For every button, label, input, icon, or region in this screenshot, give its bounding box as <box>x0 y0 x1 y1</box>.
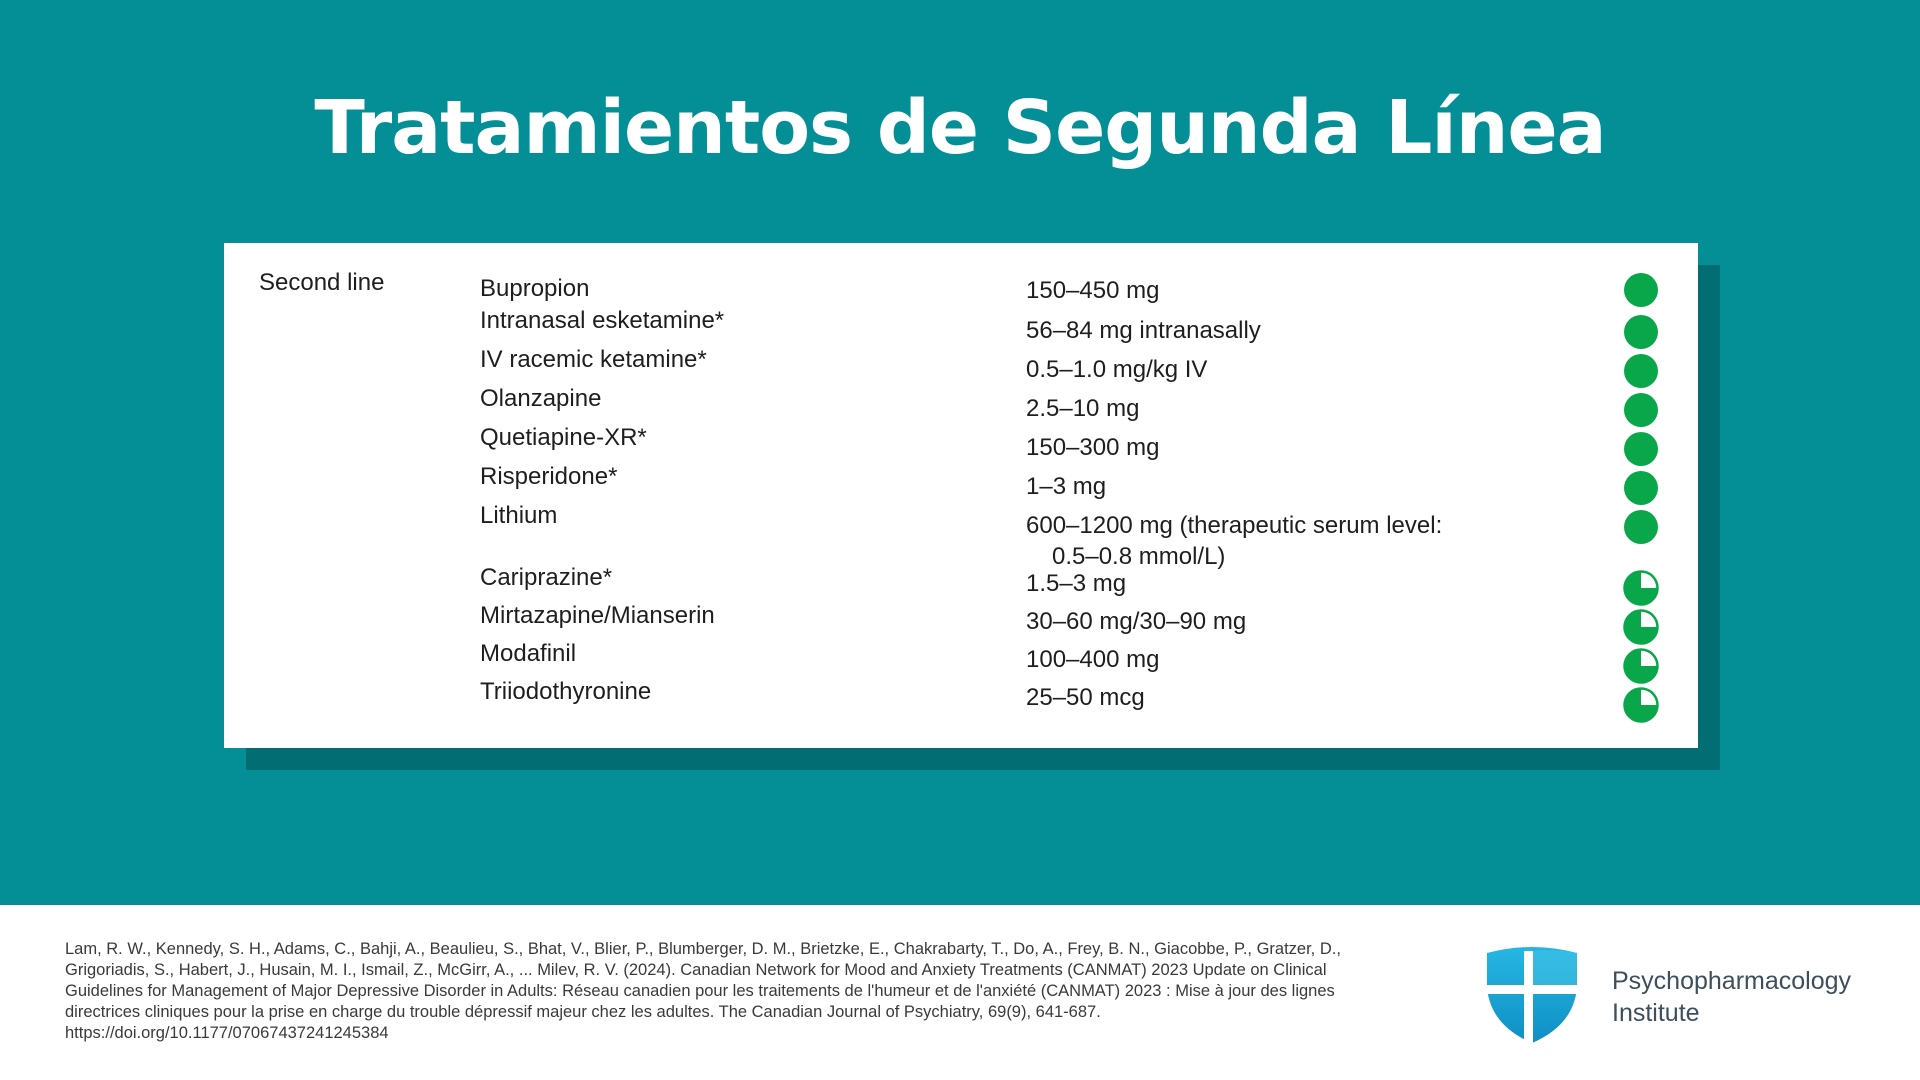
drug-name: Intranasal esketamine* <box>480 307 725 334</box>
three-quarter-evidence-circle-icon <box>1622 686 1660 724</box>
table-row <box>224 564 1698 602</box>
drug-name: IV racemic ketamine* <box>480 346 707 373</box>
table-row <box>224 385 1698 423</box>
shield-cross-icon <box>1484 947 1580 1045</box>
logo-text <box>1612 965 1851 1029</box>
table-row <box>224 463 1698 501</box>
drug-dose <box>1026 432 1466 463</box>
dose-line: 100–400 mg <box>1026 646 1160 673</box>
drug-dose <box>1026 568 1466 599</box>
drug-dose <box>1026 471 1466 502</box>
slide-title: Tratamientos de Segunda Línea <box>314 85 1606 171</box>
drug-dose <box>1026 644 1466 675</box>
drug-name: Bupropion <box>480 275 590 302</box>
full-evidence-circle-icon <box>1622 508 1660 546</box>
dose-line: 2.5–10 mg <box>1026 395 1140 422</box>
drug-name: Lithium <box>480 502 558 529</box>
table-row <box>224 502 1698 570</box>
drug-dose <box>1026 606 1466 637</box>
dose-line: 1–3 mg <box>1026 473 1107 500</box>
section-label: Second line <box>259 269 385 296</box>
drug-name: Cariprazine* <box>480 564 613 591</box>
drug-name: Modafinil <box>480 640 577 667</box>
drug-dose <box>1026 510 1466 572</box>
table-row <box>224 346 1698 384</box>
logo-line-1: Psychopharmacology <box>1612 967 1852 995</box>
dose-line: 600–1200 mg (therapeutic serum level: <box>1026 512 1443 539</box>
drug-name: Olanzapine <box>480 385 602 412</box>
table-row <box>224 424 1698 462</box>
full-evidence-circle-icon <box>1622 271 1660 309</box>
dose-line: 30–60 mg/30–90 mg <box>1026 608 1247 635</box>
drug-name: Quetiapine-XR* <box>480 424 647 451</box>
treatment-table <box>224 243 1698 748</box>
table-row <box>224 640 1698 678</box>
drug-dose <box>1026 315 1466 346</box>
citation-text: Lam, R. W., Kennedy, S. H., Adams, C., Bahji, A., Beaulieu, S., Bhat, V., Blier, P., Blumberger, D. M., Brietzke, E., Chakrabarty, T., Do, A., Frey, B. N., Giacobbe, P., Gratzer, D., Grigoriadis, S., Habert, J., Husain, M. I., Ismail, Z., McGirr, A., ... Milev, R. V. (2024). Canadian Network for Mood and Anxiety Treatments (CANMAT) 2023 Update on Clinical Guidelines for Management of Major Depressive Disorder in Adults: Réseau canadien pour les traitements de l'humeur et de l'anxiété (CANMAT) 2023 : Mise à jour des lignes directrices cliniques pour la prise en charge du trouble dépressif majeur chez les adultes. The Canadian Journal of Psychiatry, 69(9), 641-687. https://doi.org/10.1177/07067437241245384 <box>65 940 1341 1042</box>
drug-name: Triiodothyronine <box>480 678 652 705</box>
dose-line: 0.5–1.0 mg/kg IV <box>1026 356 1208 383</box>
dose-line: 1.5–3 mg <box>1026 570 1127 597</box>
table-row <box>224 307 1698 345</box>
drug-name: Risperidone* <box>480 463 618 490</box>
logo-line-2: Institute <box>1612 999 1700 1027</box>
footer <box>0 905 1920 1080</box>
drug-dose <box>1026 275 1466 306</box>
drug-dose <box>1026 354 1466 385</box>
drug-dose <box>1026 393 1466 424</box>
dose-line: 56–84 mg intranasally <box>1026 317 1261 344</box>
table-row <box>224 678 1698 716</box>
dose-line-continued: 0.5–0.8 mmol/L) <box>1052 543 1226 570</box>
table-row <box>224 602 1698 640</box>
dose-line: 25–50 mcg <box>1026 684 1145 711</box>
drug-dose <box>1026 682 1466 713</box>
dose-line: 150–300 mg <box>1026 434 1160 461</box>
drug-name: Mirtazapine/Mianserin <box>480 602 715 629</box>
dose-line: 150–450 mg <box>1026 277 1160 304</box>
